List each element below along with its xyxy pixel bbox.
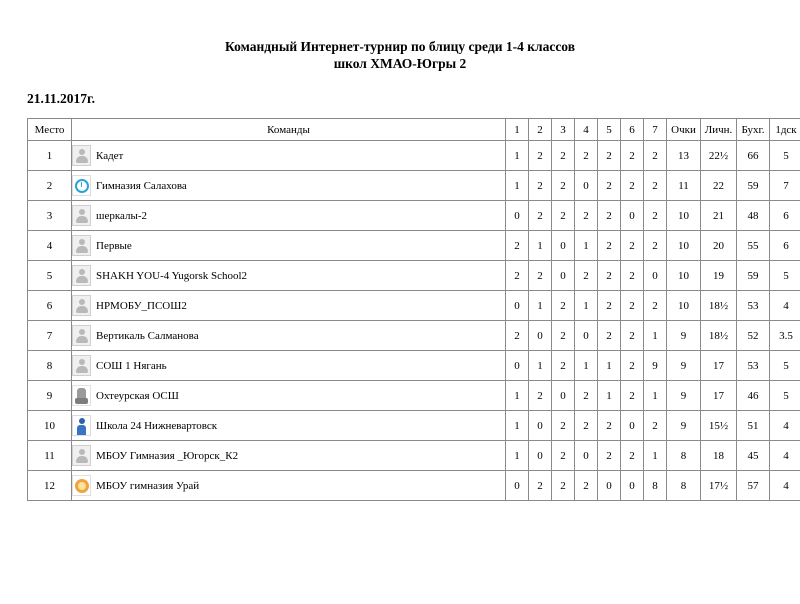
cell-points: 9	[667, 411, 701, 441]
cell-round-6: 2	[621, 321, 644, 351]
table-row	[28, 141, 800, 171]
cell-round-2: 0	[529, 411, 552, 441]
cell-buchholz: 48	[737, 201, 770, 231]
cell-personal: 22½	[701, 141, 737, 171]
cell-team	[72, 171, 506, 201]
cell-round-4: 2	[575, 201, 598, 231]
cell-round-7: 8	[644, 471, 667, 501]
cell-place: 3	[28, 201, 72, 231]
cell-place: 11	[28, 441, 72, 471]
cell-round-7: 2	[644, 231, 667, 261]
cell-round-2: 1	[529, 291, 552, 321]
cell-round-5: 2	[598, 441, 621, 471]
table-row	[28, 261, 800, 291]
cell-round-4: 0	[575, 441, 598, 471]
cell-place: 8	[28, 351, 72, 381]
team-name: Охтеурская ОСШ	[96, 390, 179, 402]
cell-round-1: 1	[506, 141, 529, 171]
cell-team	[72, 471, 506, 501]
cell-place: 10	[28, 411, 72, 441]
cell-team	[72, 411, 506, 441]
cell-buchholz: 66	[737, 141, 770, 171]
cell-points: 11	[667, 171, 701, 201]
avatar-default-icon	[72, 205, 91, 226]
avatar-sun-icon	[72, 475, 91, 496]
table-row	[28, 291, 800, 321]
team-name: SHAKH YOU-4 Yugorsk School2	[96, 270, 247, 282]
cell-round-5: 2	[598, 201, 621, 231]
cell-buchholz: 51	[737, 411, 770, 441]
team-name: Гимназия Салахова	[96, 180, 187, 192]
table-row	[28, 381, 800, 411]
cell-buchholz: 55	[737, 231, 770, 261]
cell-round-5: 1	[598, 351, 621, 381]
cell-points: 9	[667, 351, 701, 381]
cell-personal: 17	[701, 351, 737, 381]
cell-round-6: 2	[621, 441, 644, 471]
cell-points: 8	[667, 441, 701, 471]
team-name: СОШ 1 Нягань	[96, 360, 167, 372]
table-row	[28, 321, 800, 351]
cell-buchholz: 59	[737, 261, 770, 291]
cell-buchholz: 52	[737, 321, 770, 351]
header-round-5: 5	[598, 119, 621, 141]
cell-round-7: 1	[644, 381, 667, 411]
header-place: Место	[28, 119, 72, 141]
cell-round-2: 2	[529, 171, 552, 201]
document-page	[0, 38, 800, 604]
cell-place: 5	[28, 261, 72, 291]
team-name: Школа 24 Нижневартовск	[96, 420, 217, 432]
cell-round-5: 1	[598, 381, 621, 411]
cell-personal: 17½	[701, 471, 737, 501]
cell-round-2: 2	[529, 261, 552, 291]
cell-dsk: 5	[770, 351, 800, 381]
cell-round-2: 1	[529, 351, 552, 381]
cell-buchholz: 45	[737, 441, 770, 471]
header-dsk: 1дск	[770, 119, 800, 141]
cell-personal: 20	[701, 231, 737, 261]
cell-dsk: 5	[770, 141, 800, 171]
cell-points: 8	[667, 471, 701, 501]
cell-team	[72, 291, 506, 321]
cell-place: 12	[28, 471, 72, 501]
cell-round-7: 2	[644, 201, 667, 231]
cell-round-3: 0	[552, 381, 575, 411]
avatar-default-icon	[72, 445, 91, 466]
header-round-7: 7	[644, 119, 667, 141]
cell-round-4: 1	[575, 291, 598, 321]
cell-round-1: 1	[506, 411, 529, 441]
cell-round-4: 2	[575, 471, 598, 501]
cell-personal: 21	[701, 201, 737, 231]
avatar-default-icon	[72, 145, 91, 166]
cell-round-7: 2	[644, 411, 667, 441]
avatar-default-icon	[72, 235, 91, 256]
cell-team	[72, 381, 506, 411]
avatar-default-icon	[72, 355, 91, 376]
team-name: Вертикаль Салманова	[96, 330, 199, 342]
cell-round-6: 0	[621, 411, 644, 441]
document-title	[0, 38, 800, 72]
table-row	[28, 471, 800, 501]
cell-round-5: 2	[598, 171, 621, 201]
cell-round-5: 2	[598, 141, 621, 171]
cell-round-1: 1	[506, 441, 529, 471]
team-name: МБОУ Гимназия _Югорск_К2	[96, 450, 238, 462]
team-name: МБОУ гимназия Урай	[96, 480, 199, 492]
cell-points: 10	[667, 291, 701, 321]
team-name: Первые	[96, 240, 132, 252]
cell-round-2: 0	[529, 441, 552, 471]
cell-round-3: 2	[552, 471, 575, 501]
table-row	[28, 231, 800, 261]
team-name: Кадет	[96, 150, 123, 162]
cell-dsk: 7	[770, 171, 800, 201]
team-name: шеркалы-2	[96, 210, 147, 222]
cell-team	[72, 201, 506, 231]
cell-round-6: 2	[621, 291, 644, 321]
cell-round-5: 2	[598, 261, 621, 291]
cell-round-3: 0	[552, 261, 575, 291]
cell-round-1: 1	[506, 171, 529, 201]
cell-round-5: 0	[598, 471, 621, 501]
title-line-1: Командный Интернет-турнир по блицу среди 1-4 классов	[0, 38, 800, 55]
cell-round-2: 2	[529, 471, 552, 501]
cell-round-1: 0	[506, 291, 529, 321]
cell-round-6: 2	[621, 171, 644, 201]
cell-points: 9	[667, 321, 701, 351]
cell-round-1: 0	[506, 351, 529, 381]
header-round-1: 1	[506, 119, 529, 141]
table-row	[28, 201, 800, 231]
cell-buchholz: 46	[737, 381, 770, 411]
cell-round-2: 1	[529, 231, 552, 261]
cell-round-5: 2	[598, 291, 621, 321]
header-round-3: 3	[552, 119, 575, 141]
cell-round-6: 2	[621, 351, 644, 381]
cell-round-3: 2	[552, 141, 575, 171]
cell-round-1: 2	[506, 321, 529, 351]
cell-place: 6	[28, 291, 72, 321]
table-row	[28, 171, 800, 201]
avatar-default-icon	[72, 295, 91, 316]
avatar-default-icon	[72, 325, 91, 346]
cell-round-6: 2	[621, 261, 644, 291]
cell-dsk: 6	[770, 231, 800, 261]
cell-dsk: 3.5	[770, 321, 800, 351]
cell-round-1: 2	[506, 231, 529, 261]
cell-points: 9	[667, 381, 701, 411]
cell-place: 2	[28, 171, 72, 201]
cell-personal: 17	[701, 381, 737, 411]
cell-round-7: 9	[644, 351, 667, 381]
cell-team	[72, 141, 506, 171]
avatar-person-blue-icon	[72, 415, 91, 436]
cell-round-7: 1	[644, 321, 667, 351]
standings-body	[28, 141, 800, 501]
cell-round-3: 0	[552, 231, 575, 261]
cell-personal: 18½	[701, 321, 737, 351]
cell-round-6: 2	[621, 231, 644, 261]
cell-round-4: 0	[575, 321, 598, 351]
header-points: Очки	[667, 119, 701, 141]
cell-team	[72, 351, 506, 381]
header-buchholz: Бухг.	[737, 119, 770, 141]
header-round-2: 2	[529, 119, 552, 141]
cell-points: 10	[667, 201, 701, 231]
cell-personal: 15½	[701, 411, 737, 441]
cell-place: 9	[28, 381, 72, 411]
cell-round-3: 2	[552, 321, 575, 351]
table-row	[28, 441, 800, 471]
cell-personal: 19	[701, 261, 737, 291]
cell-round-1: 1	[506, 381, 529, 411]
header-personal: Личн.	[701, 119, 737, 141]
cell-personal: 22	[701, 171, 737, 201]
avatar-chess-icon	[72, 385, 91, 406]
header-round-4: 4	[575, 119, 598, 141]
cell-buchholz: 57	[737, 471, 770, 501]
cell-round-4: 0	[575, 171, 598, 201]
cell-round-4: 2	[575, 381, 598, 411]
cell-buchholz: 59	[737, 171, 770, 201]
standings-table	[27, 118, 800, 501]
cell-round-2: 2	[529, 381, 552, 411]
cell-dsk: 4	[770, 411, 800, 441]
title-line-2: школ ХМАО-Югры 2	[0, 55, 800, 72]
cell-round-4: 2	[575, 411, 598, 441]
header-teams: Команды	[72, 119, 506, 141]
cell-round-3: 2	[552, 291, 575, 321]
cell-round-3: 2	[552, 411, 575, 441]
cell-round-2: 0	[529, 321, 552, 351]
table-row	[28, 351, 800, 381]
cell-round-7: 0	[644, 261, 667, 291]
cell-round-7: 2	[644, 171, 667, 201]
cell-round-4: 2	[575, 141, 598, 171]
cell-round-5: 2	[598, 231, 621, 261]
cell-team	[72, 231, 506, 261]
cell-dsk: 6	[770, 201, 800, 231]
cell-round-4: 1	[575, 351, 598, 381]
cell-round-2: 2	[529, 141, 552, 171]
cell-buchholz: 53	[737, 291, 770, 321]
cell-round-5: 2	[598, 411, 621, 441]
cell-personal: 18½	[701, 291, 737, 321]
cell-round-7: 2	[644, 291, 667, 321]
cell-dsk: 4	[770, 291, 800, 321]
header-round-6: 6	[621, 119, 644, 141]
team-name: НРМОБУ_ПСОШ2	[96, 300, 187, 312]
cell-round-6: 0	[621, 201, 644, 231]
cell-round-7: 1	[644, 441, 667, 471]
avatar-clock-icon	[72, 175, 91, 196]
cell-round-7: 2	[644, 141, 667, 171]
cell-buchholz: 53	[737, 351, 770, 381]
cell-points: 10	[667, 231, 701, 261]
cell-personal: 18	[701, 441, 737, 471]
cell-round-4: 1	[575, 231, 598, 261]
cell-round-1: 0	[506, 471, 529, 501]
cell-dsk: 4	[770, 471, 800, 501]
cell-points: 13	[667, 141, 701, 171]
cell-round-6: 2	[621, 381, 644, 411]
document-date: 21.11.2017г.	[27, 91, 800, 107]
cell-dsk: 5	[770, 381, 800, 411]
table-header-row	[28, 119, 800, 141]
table-row	[28, 411, 800, 441]
cell-points: 10	[667, 261, 701, 291]
cell-team	[72, 321, 506, 351]
cell-round-5: 2	[598, 321, 621, 351]
cell-team	[72, 441, 506, 471]
cell-place: 1	[28, 141, 72, 171]
cell-place: 7	[28, 321, 72, 351]
cell-round-2: 2	[529, 201, 552, 231]
cell-round-1: 2	[506, 261, 529, 291]
cell-round-4: 2	[575, 261, 598, 291]
cell-dsk: 5	[770, 261, 800, 291]
avatar-default-icon	[72, 265, 91, 286]
cell-round-6: 0	[621, 471, 644, 501]
cell-team	[72, 261, 506, 291]
cell-round-1: 0	[506, 201, 529, 231]
cell-round-6: 2	[621, 141, 644, 171]
cell-place: 4	[28, 231, 72, 261]
cell-round-3: 2	[552, 171, 575, 201]
cell-round-3: 2	[552, 351, 575, 381]
cell-round-3: 2	[552, 441, 575, 471]
cell-round-3: 2	[552, 201, 575, 231]
cell-dsk: 4	[770, 441, 800, 471]
